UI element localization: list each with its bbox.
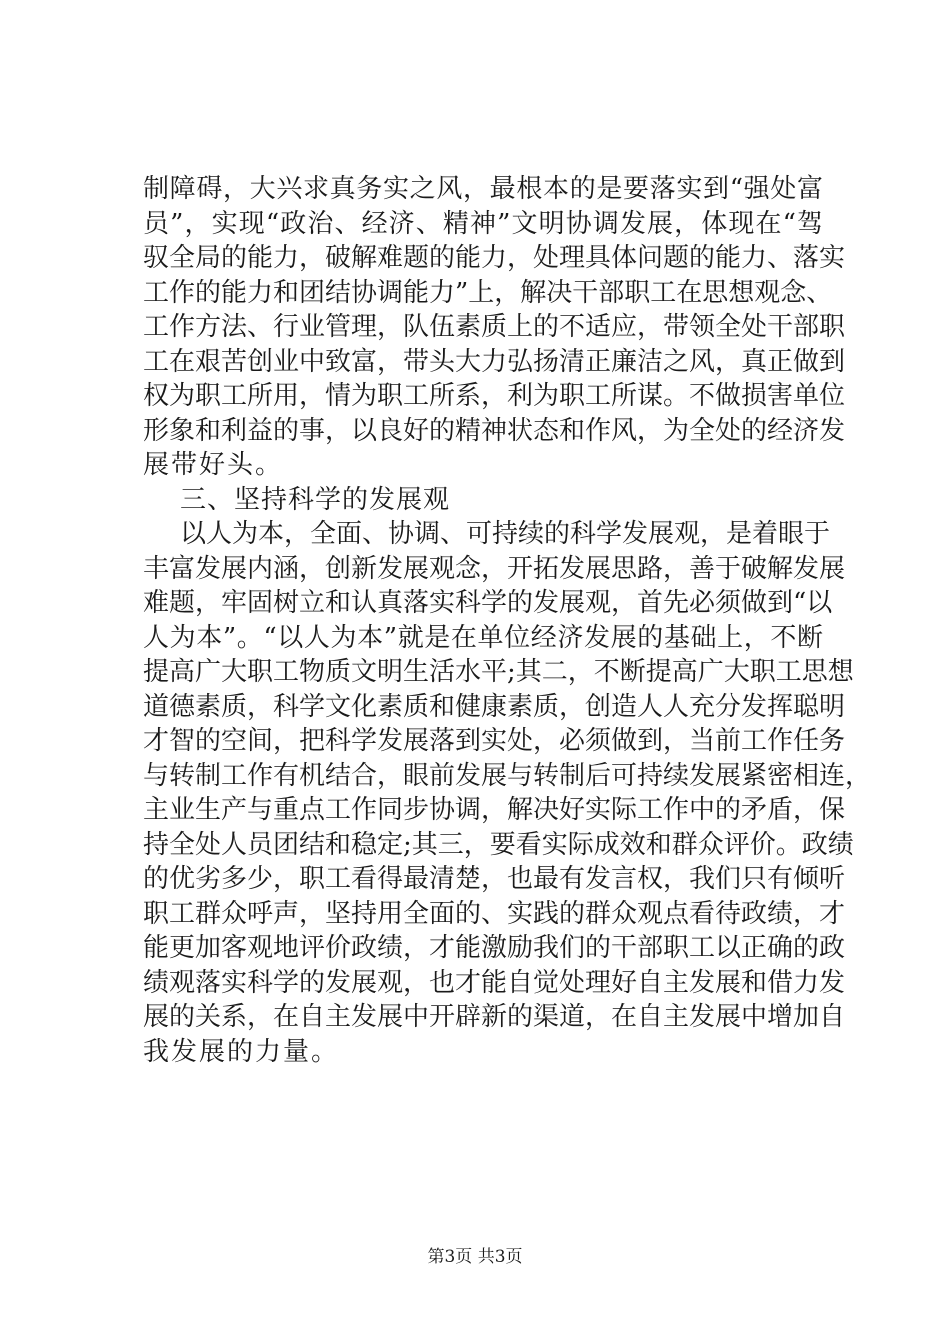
paragraph-line: 的优劣多少，职工看得最清楚，也最有发言权，我们只有倾听 — [143, 864, 846, 894]
paragraph-line: 驭全局的能力，破解难题的能力，处理具体问题的能力、落实 — [143, 243, 846, 273]
page-number-footer: 第3页 共3页 — [427, 1247, 523, 1267]
paragraph-line: 形象和利益的事，以良好的精神状态和作风，为全处的经济发 — [143, 416, 846, 446]
paragraph-line: 工在艰苦创业中致富，带头大力弘扬清正廉洁之风，真正做到 — [143, 347, 846, 377]
paragraph-line: 绩观落实科学的发展观，也才能自觉处理好自主发展和借力发 — [143, 968, 846, 998]
paragraph-line: 难题，牢固树立和认真落实科学的发展观，首先必须做到“以 — [143, 588, 833, 618]
paragraph-line: 权为职工所用，情为职工所系，利为职工所谋。不做损害单位 — [143, 381, 846, 411]
paragraph-line: 工作方法、行业管理，队伍素质上的不适应，带领全处干部职 — [143, 312, 846, 342]
paragraph-line: 制障碍，大兴求真务实之风，最根本的是要落实到“强处富 — [143, 174, 823, 204]
paragraph-line: 与转制工作有机结合，眼前发展与转制后可持续发展紧密相连， — [143, 761, 872, 791]
paragraph-line: 员”，实现“政治、经济、精神”文明协调发展，体现在“驾 — [143, 209, 823, 239]
paragraph-line: 职工群众呼声，坚持用全面的、实践的群众观点看待政绩，才 — [143, 899, 846, 929]
section-heading: 三、坚持科学的发展观 — [180, 485, 451, 515]
paragraph-line: 才智的空间，把科学发展落到实处，必须做到，当前工作任务 — [143, 726, 846, 756]
paragraph-line: 道德素质，科学文化素质和健康素质，创造人人充分发挥聪明 — [143, 692, 846, 722]
paragraph-line: 持全处人员团结和稳定;其三，要看实际成效和群众评价。政绩 — [143, 830, 854, 860]
paragraph-line: 以人为本，全面、协调、可持续的科学发展观，是着眼于 — [180, 519, 831, 549]
paragraph-line: 展带好头。 — [143, 450, 284, 480]
paragraph-line: 丰富发展内涵，创新发展观念，开拓发展思路，善于破解发展 — [143, 554, 846, 584]
paragraph-line: 我发展的力量。 — [143, 1037, 340, 1067]
paragraph-line: 人为本”。“以人为本”就是在单位经济发展的基础上，不断 — [143, 623, 823, 653]
paragraph-line: 展的关系，在自主发展中开辟新的渠道，在自主发展中增加自 — [143, 1002, 846, 1032]
paragraph-line: 能更加客观地评价政绩，才能激励我们的干部职工以正确的政 — [143, 933, 846, 963]
paragraph-line: 工作的能力和团结协调能力”上，解决干部职工在思想观念、 — [143, 278, 833, 308]
paragraph-line: 提高广大职工物质文明生活水平;其二，不断提高广大职工思想 — [143, 657, 854, 687]
paragraph-line: 主业生产与重点工作同步协调，解决好实际工作中的矛盾，保 — [143, 795, 846, 825]
